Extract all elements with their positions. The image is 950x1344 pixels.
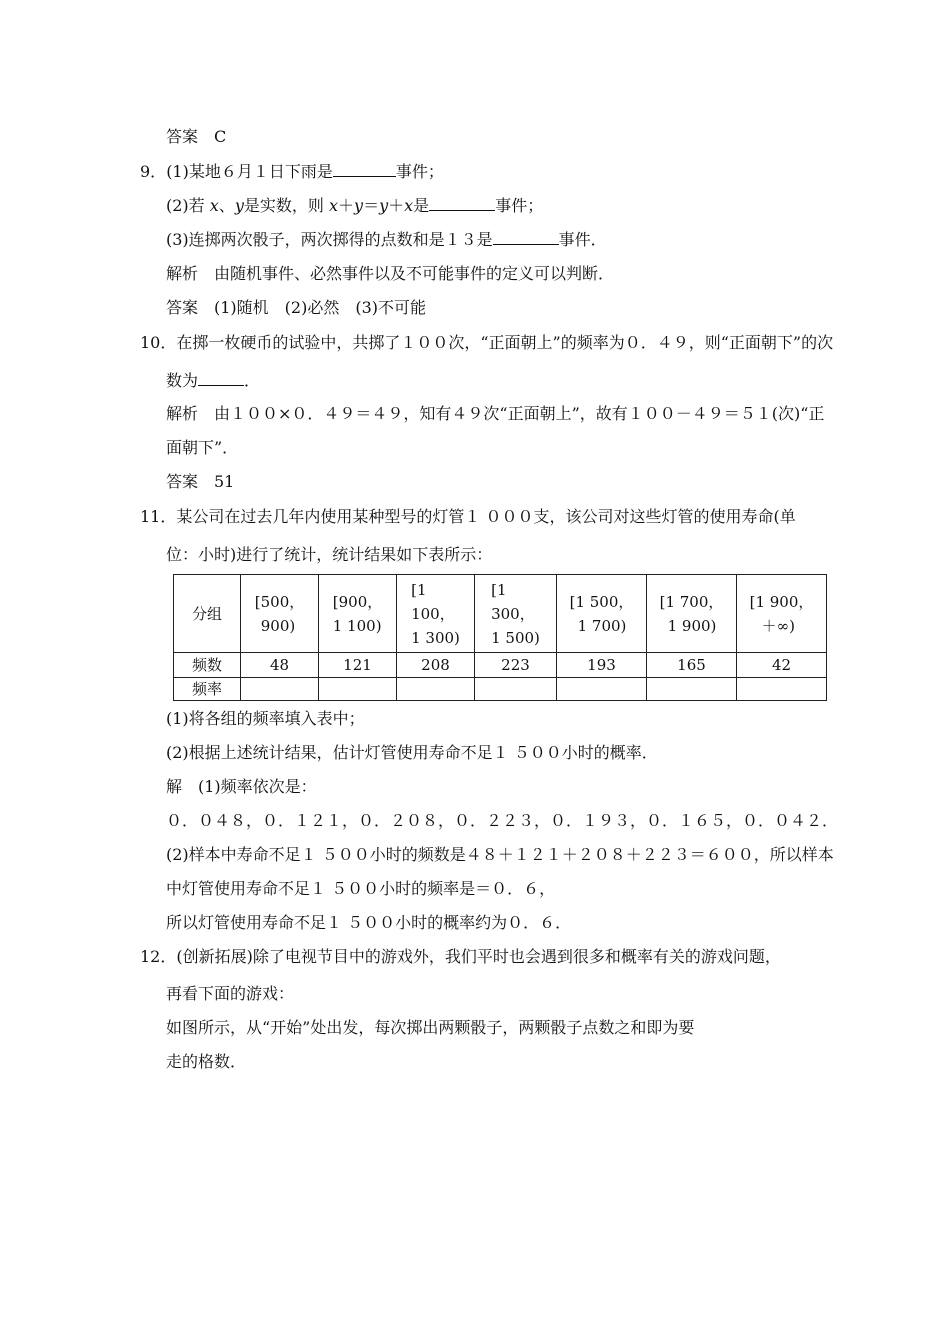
q10-tail: ．	[244, 371, 261, 390]
q9-part1-tail: 事件；	[395, 162, 444, 181]
q11-part2-line1: (2)样本中寿命不足１ ５００小时的频数是４８＋１２１＋２０８＋２２３＝６００，所以样本	[166, 845, 834, 864]
q11-part2-line2: 中灯管使用寿命不足１ ５００小时的频率是＝０．６，	[166, 879, 556, 898]
var-y: y	[234, 196, 244, 215]
q10-analysis-line2: 面朝下”．	[166, 438, 239, 457]
header-line: 300，	[491, 604, 535, 623]
table-cell: 193	[557, 653, 647, 678]
q9-part2-text: (2)若	[166, 196, 205, 215]
q11-part2-line3: 所以灯管使用寿命不足１ ５００小时的概率约为０．６．	[166, 913, 572, 932]
table-cell: 208	[397, 653, 475, 678]
header-line: 1 300)	[411, 628, 460, 647]
q10-analysis-line1: 解析 由１００×０．４９＝４９，知有４９次“正面朝上”，故有１００－４９＝５１(次)“正	[166, 404, 825, 423]
q12-line3: 如图所示，从“开始”处出发，每次掷出两颗骰子，两颗骰子点数之和即为要	[166, 1018, 695, 1037]
header-line: 100，	[411, 604, 455, 623]
table-cell: 42	[737, 653, 827, 678]
answer-blank	[493, 230, 559, 245]
q11-text: 某公司在过去几年内使用某种型号的灯管１ ０００支，该公司对这些灯管的使用寿命(单	[176, 507, 796, 526]
header-line: [1 500，	[569, 592, 634, 611]
table-cell	[737, 678, 827, 701]
equals-sign: ＝	[363, 196, 380, 215]
header-line: 900)	[260, 616, 296, 635]
table-row	[174, 575, 827, 653]
plus-sign: ＋	[338, 196, 355, 215]
table-header-cell	[397, 575, 475, 653]
q9-part1-text: (1)某地６月１日下雨是	[166, 162, 333, 181]
table-cell	[475, 678, 557, 701]
table-cell	[557, 678, 647, 701]
q9-part3-tail: 事件．	[558, 230, 607, 249]
q10-line2	[166, 371, 260, 391]
row-label: 频数	[174, 653, 241, 678]
answer-blank	[198, 371, 244, 386]
var-y: y	[379, 196, 389, 215]
q9-part2-sep: 、	[218, 196, 235, 215]
q12-number: 12．	[140, 947, 177, 966]
var-y: y	[354, 196, 364, 215]
header-line: ＋∞)	[761, 616, 795, 635]
q10-line1	[140, 333, 833, 353]
table-header-cell	[737, 575, 827, 653]
q12-line2: 再看下面的游戏：	[166, 984, 295, 1003]
q12-text: (创新拓展)除了电视节目中的游戏外，我们平时也会遇到很多和概率有关的游戏问题，	[176, 947, 781, 966]
q8-answer: 答案 C	[166, 127, 227, 146]
q12-line1	[140, 947, 781, 967]
var-x: x	[209, 196, 219, 215]
table-row	[174, 678, 827, 701]
table-header-cell	[319, 575, 397, 653]
plus-sign: ＋	[388, 196, 405, 215]
q9-answer: 答案 (1)随机 (2)必然 (3)不可能	[166, 298, 426, 317]
q11-rates: ０．０４８，０．１２１，０．２０８，０．２２３，０．１９３，０．１６５，０．０４２．	[166, 811, 839, 830]
header-line: 1 500)	[491, 628, 540, 647]
q9-analysis: 解析 由随机事件、必然事件以及不可能事件的定义可以判断．	[166, 264, 615, 283]
table-cell	[319, 678, 397, 701]
answer-blank	[429, 196, 495, 211]
header-line: [1	[411, 580, 427, 599]
header-line: 1 900)	[667, 616, 717, 635]
q9-part3-text: (3)连掷两次骰子，两次掷得的点数和是１３是	[166, 230, 493, 249]
table-header-cell: 分组	[174, 575, 241, 653]
table-cell: 165	[647, 653, 737, 678]
answer-blank	[333, 162, 396, 177]
table-cell	[647, 678, 737, 701]
q10-text: 在掷一枚硬币的试验中，共掷了１００次，“正面朝上”的频率为０．４９，则“正面朝下”的次	[176, 333, 834, 352]
q9-part2-tail: 事件；	[495, 196, 544, 215]
table-header-cell	[647, 575, 737, 653]
row-label: 频率	[174, 678, 241, 701]
header-line: [900，	[332, 592, 383, 611]
table-cell: 223	[475, 653, 557, 678]
q9-part2-text2: 是实数，则	[243, 196, 324, 215]
table-cell	[397, 678, 475, 701]
q11-line2: 位：小时)进行了统计，统计结果如下表所示：	[166, 545, 493, 564]
frequency-table	[173, 574, 827, 701]
table-cell: 48	[241, 653, 319, 678]
header-line: 1 700)	[577, 616, 627, 635]
var-x: x	[328, 196, 338, 215]
header-line: 1 100)	[332, 616, 382, 635]
var-x: x	[404, 196, 414, 215]
table-cell: 121	[319, 653, 397, 678]
table-cell	[241, 678, 319, 701]
q9-part3	[166, 230, 607, 250]
q9-number: 9．	[140, 162, 167, 181]
header-line: [1	[491, 580, 507, 599]
header-line: [1 700，	[659, 592, 724, 611]
q10-number: 10．	[140, 333, 177, 352]
q9-part2	[166, 196, 543, 216]
header-line: [1 900，	[749, 592, 814, 611]
table-header-cell	[557, 575, 647, 653]
q9-part1	[140, 162, 444, 182]
q10-answer: 答案 51	[166, 472, 235, 491]
q11-line1	[140, 507, 796, 527]
q11-sub2: (2)根据上述统计结果，估计灯管使用寿命不足１ ５００小时的概率．	[166, 743, 658, 762]
q11-number: 11．	[140, 507, 177, 526]
q11-sub1: (1)将各组的频率填入表中；	[166, 709, 365, 728]
q9-part2-text3: 是	[413, 196, 430, 215]
table-header-cell	[241, 575, 319, 653]
q10-text2: 数为	[166, 371, 199, 390]
table-row	[174, 653, 827, 678]
table-header-cell	[475, 575, 557, 653]
q11-solution: 解 (1)频率依次是：	[166, 777, 317, 796]
header-line: [500，	[254, 592, 305, 611]
q12-line4: 走的格数．	[166, 1052, 247, 1071]
